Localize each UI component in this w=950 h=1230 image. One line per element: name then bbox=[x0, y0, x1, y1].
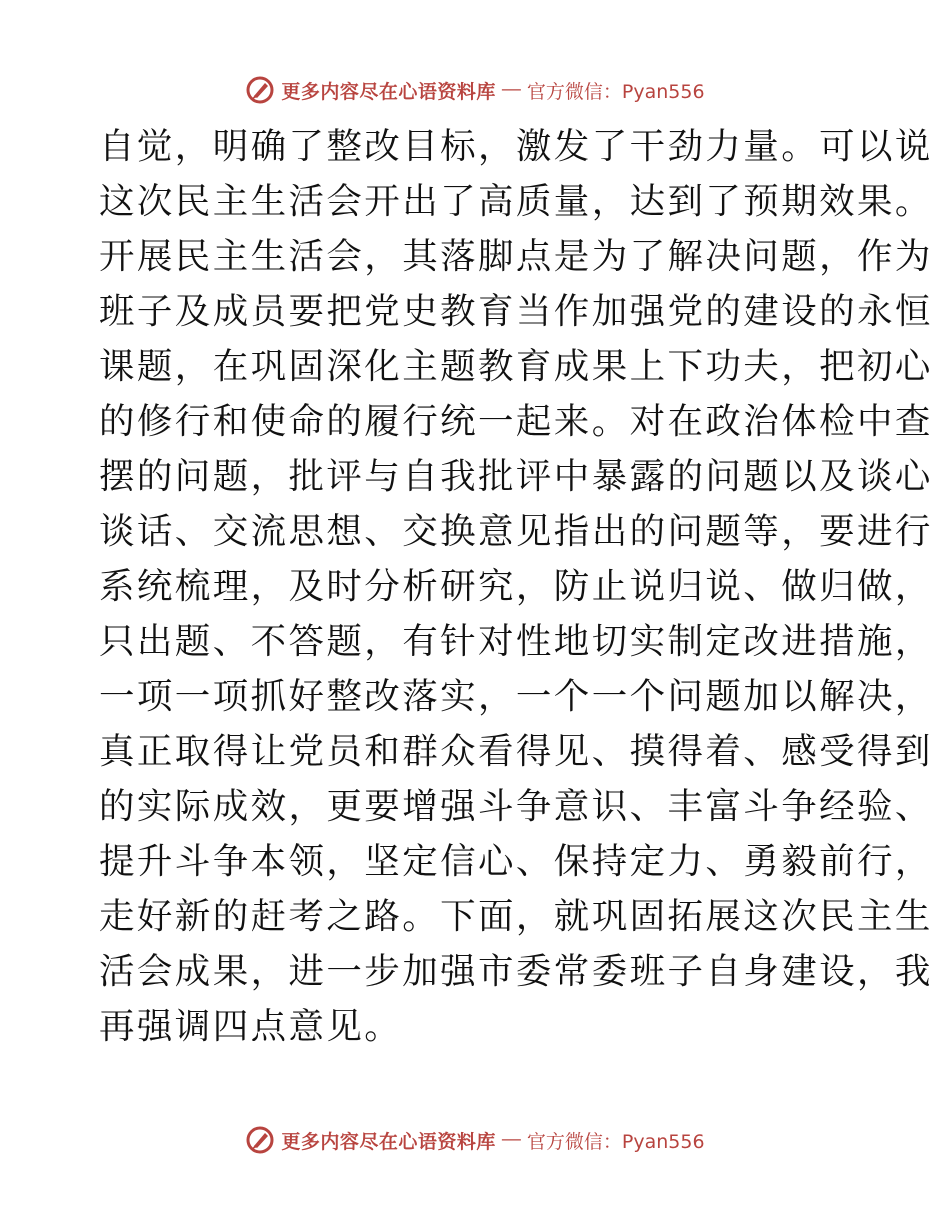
body-line: 只出题、不答题，有针对性地切实制定改进措施， bbox=[99, 621, 933, 662]
body-line: 这次民主生活会开出了高质量，达到了预期效果。 bbox=[99, 181, 933, 222]
pen-quill-logo-icon bbox=[245, 1125, 275, 1155]
banner-brand-text: 更多内容尽在心语资料库 bbox=[281, 1130, 496, 1153]
body-line: 系统梳理，及时分析研究，防止说归说、做归做， bbox=[99, 566, 933, 607]
document-body bbox=[99, 119, 933, 1054]
body-line: 班子及成员要把党史教育当作加强党的建设的永恒 bbox=[99, 291, 933, 332]
body-line: 的修行和使命的履行统一起来。对在政治体检中查 bbox=[99, 401, 933, 442]
body-line: 真正取得让党员和群众看得见、摸得着、感受得到 bbox=[99, 731, 933, 772]
body-line: 活会成果，进一步加强市委常委班子自身建设，我 bbox=[99, 951, 933, 992]
banner-wechat-text: 官方微信：Pyan556 bbox=[526, 80, 705, 103]
banner-separator: — bbox=[501, 79, 521, 100]
body-line: 一项一项抓好整改落实，一个一个问题加以解决， bbox=[99, 676, 933, 717]
banner-wechat-text: 官方微信：Pyan556 bbox=[526, 1130, 705, 1153]
banner-separator: — bbox=[501, 1129, 521, 1150]
header-watermark-banner bbox=[0, 73, 950, 107]
body-line: 摆的问题，批评与自我批评中暴露的问题以及谈心 bbox=[99, 456, 933, 497]
body-line: 谈话、交流思想、交换意见指出的问题等，要进行 bbox=[99, 511, 933, 552]
body-line: 的实际成效，更要增强斗争意识、丰富斗争经验、 bbox=[99, 786, 933, 827]
body-line: 课题，在巩固深化主题教育成果上下功夫，把初心 bbox=[99, 346, 933, 387]
body-line: 再强调四点意见。 bbox=[99, 1006, 403, 1047]
banner-brand-text: 更多内容尽在心语资料库 bbox=[281, 80, 496, 103]
footer-watermark-banner bbox=[0, 1123, 950, 1157]
body-line: 自觉，明确了整改目标，激发了干劲力量。可以说 bbox=[99, 126, 933, 167]
body-line: 提升斗争本领，坚定信心、保持定力、勇毅前行， bbox=[99, 841, 933, 882]
body-line: 走好新的赶考之路。下面，就巩固拓展这次民主生 bbox=[99, 896, 933, 937]
pen-quill-logo-icon bbox=[245, 75, 275, 105]
body-line: 开展民主生活会，其落脚点是为了解决问题，作为 bbox=[99, 236, 933, 277]
